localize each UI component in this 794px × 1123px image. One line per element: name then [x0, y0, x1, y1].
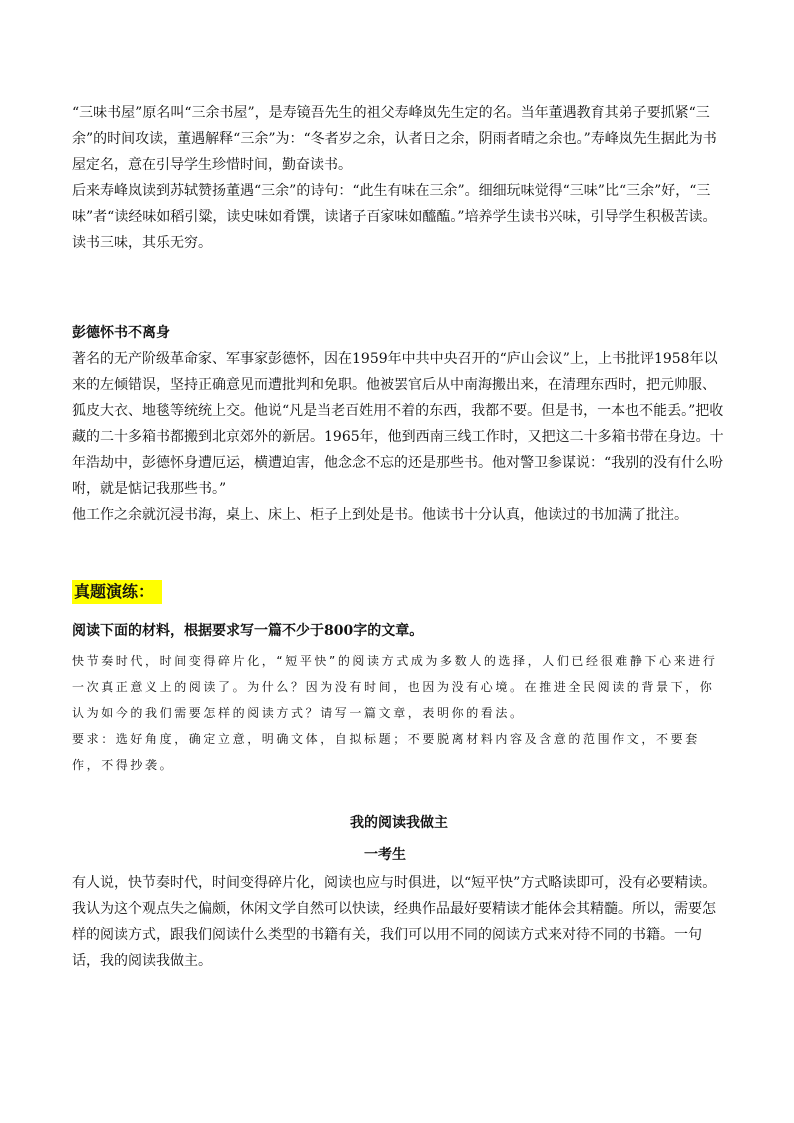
- essay-title: 我的阅读我做主: [350, 815, 448, 831]
- essay-header: [72, 810, 726, 868]
- section-sanwei: [72, 100, 726, 256]
- paragraph: 有人说，快节奏时代，时间变得碎片化，阅读也应与时俱进，以“短平快”方式略读即可，没有必要精读。我认为这个观点失之偏颇，休闲文学自然可以快读，经典作品最好要精读才能体会其精髓。所以，需要怎样的阅读方式，跟我们阅读什么类型的书籍有关，我们可以用不同的阅读方式来对待不同的书籍。一句话，我的阅读我做主。: [72, 875, 717, 969]
- practice-material-block: [72, 648, 726, 778]
- essay-author: 一考生: [364, 847, 406, 863]
- essay-body: [72, 870, 726, 974]
- section-title: 彭德怀书不离身: [72, 325, 170, 341]
- practice-label: 真题演练：: [72, 580, 162, 604]
- practice-instruction: 阅读下面的材料，根据要求写一篇不少于800字的文章。: [72, 623, 424, 639]
- practice-section: [72, 580, 726, 604]
- practice-material: 快节奏时代，时间变得碎片化，“短平快”的阅读方式成为多数人的选择，人们已经很难静下心来进行一次真正意义上的阅读了。为什么？因为没有时间，也因为没有心境。在推进全民阅读的背景下，你认为如今的我们需要怎样的阅读方式？请写一篇文章，表明你的看法。: [72, 654, 718, 720]
- practice-requirements: 要求：选好角度，确定立意，明确文体，自拟标题；不要脱离材料内容及含意的范围作文，不要套作，不得抄袭。: [72, 732, 700, 772]
- section-peng-dehuai: [72, 320, 726, 528]
- paragraph: 后来寿峰岚读到苏轼赞扬董遇“三余”的诗句：“此生有味在三余”。细细玩味觉得“三味”比“三余”好，“三味”者“读经味如稻引粱，读史味如肴馔，读诸子百家味如醯醢。”培养学生读书兴味，引导学生积极苦读。读书三味，其乐无穷。: [72, 183, 717, 251]
- paragraph: 著名的无产阶级革命家、军事家彭德怀，因在1959年中共中央召开的“庐山会议”上，上书批评1958年以来的左倾错误，坚持正确意见而遭批判和免职。他被罢官后从中南海搬出来，在清理东西时，把元帅服、狐皮大衣、地毯等统统上交。他说“凡是当老百姓用不着的东西，我都不要。但是书，一本也不能丢。”把收藏的二十多箱书都搬到北京郊外的新居。1965年，他到西南三线工作时，又把这二十多箱书带在身边。十年浩劫中，彭德怀身遭厄运，横遭迫害，他念念不忘的还是那些书。他对警卫参谋说：“我别的没有什么吩咐，就是惦记我那些书。”: [72, 351, 724, 497]
- paragraph: “三味书屋”原名叫“三余书屋”，是寿镜吾先生的祖父寿峰岚先生定的名。当年董遇教育其弟子要抓紧“三余”的时间攻读，董遇解释“三余”为：“冬者岁之余，认者日之余，阴雨者晴之余也。”寿峰岚先生据此为书屋定名，意在引导学生珍惜时间，勤奋读书。: [72, 105, 717, 173]
- paragraph: 他工作之余就沉浸书海，桌上、床上、柜子上到处是书。他读书十分认真，他读过的书加满了批注。: [72, 507, 688, 523]
- practice-instruction-block: [72, 618, 726, 644]
